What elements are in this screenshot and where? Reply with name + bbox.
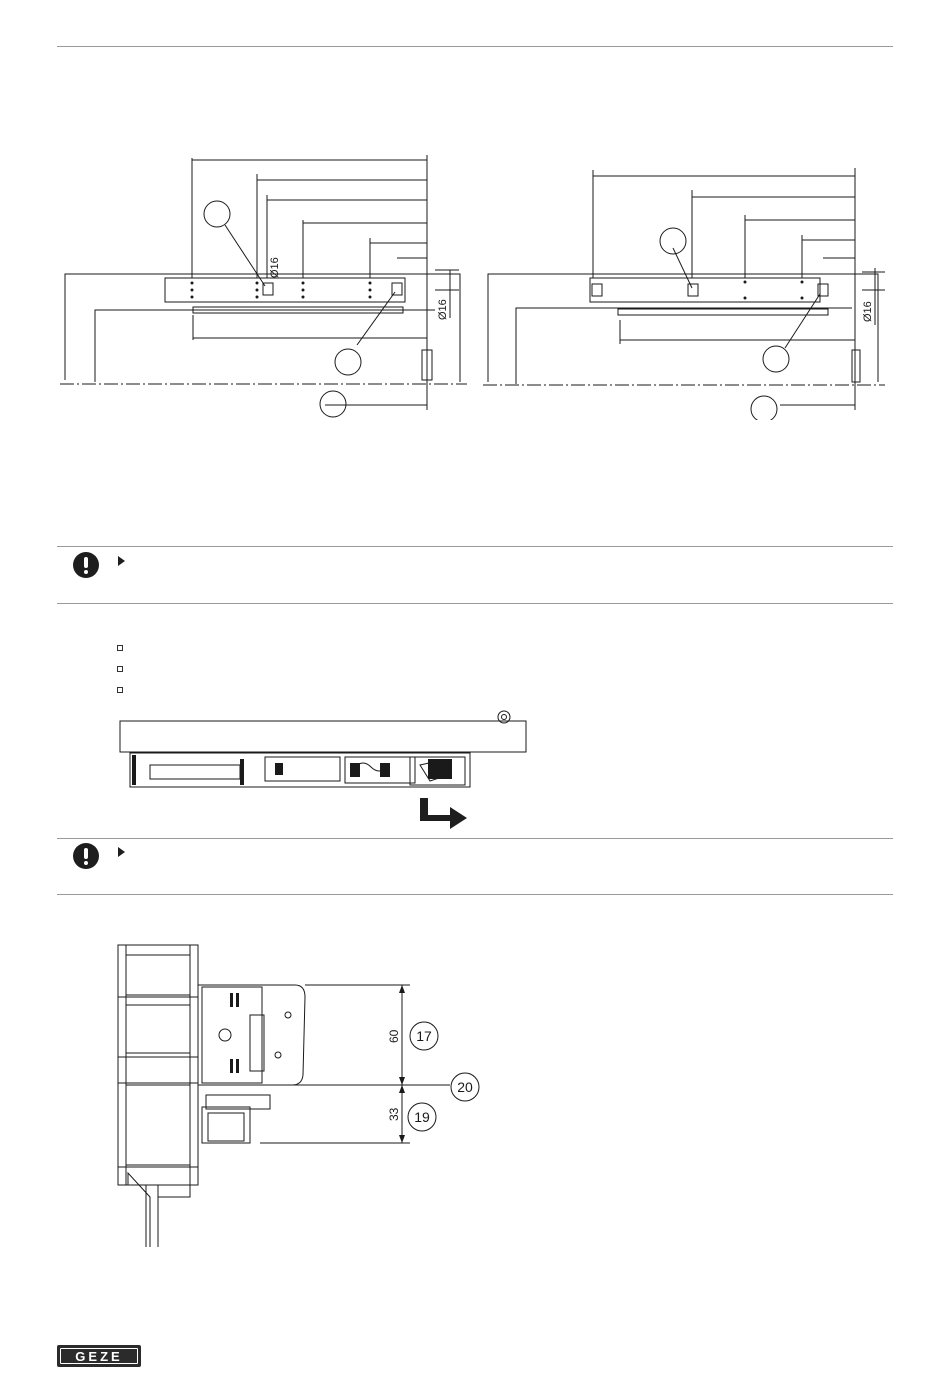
geze-logo <box>57 1345 141 1367</box>
dia-label-right: Ø16 <box>862 301 874 322</box>
mounting-drawing-left <box>55 150 475 420</box>
drive-unit-drawing <box>110 705 540 830</box>
arrow-bullet-icon <box>118 556 125 566</box>
list-bullet-icon <box>117 645 123 651</box>
callout-20: 20 <box>457 1079 473 1095</box>
arrow-bullet-icon <box>118 847 125 857</box>
dia-label-left: Ø16 <box>269 257 281 278</box>
warning-1-top-rule <box>57 546 893 547</box>
profile-section-drawing <box>110 935 490 1250</box>
list-bullet-icon <box>117 666 123 672</box>
warning-icon <box>73 843 99 869</box>
callout-17: 17 <box>416 1028 432 1044</box>
header-rule <box>57 46 893 47</box>
bent-arrow-icon <box>420 798 467 829</box>
mounting-drawing-right <box>480 160 900 420</box>
dim-upper: 60 <box>387 1029 401 1043</box>
list-bullet-icon <box>117 687 123 693</box>
dia-label-left-2: Ø16 <box>437 299 449 320</box>
warning-2-bottom-rule <box>57 894 893 895</box>
dim-lower: 33 <box>387 1107 401 1121</box>
warning-1-bottom-rule <box>57 603 893 604</box>
callout-19: 19 <box>414 1109 430 1125</box>
warning-icon <box>73 552 99 578</box>
warning-2-top-rule <box>57 838 893 839</box>
logo-text: GEZE <box>60 1348 138 1364</box>
